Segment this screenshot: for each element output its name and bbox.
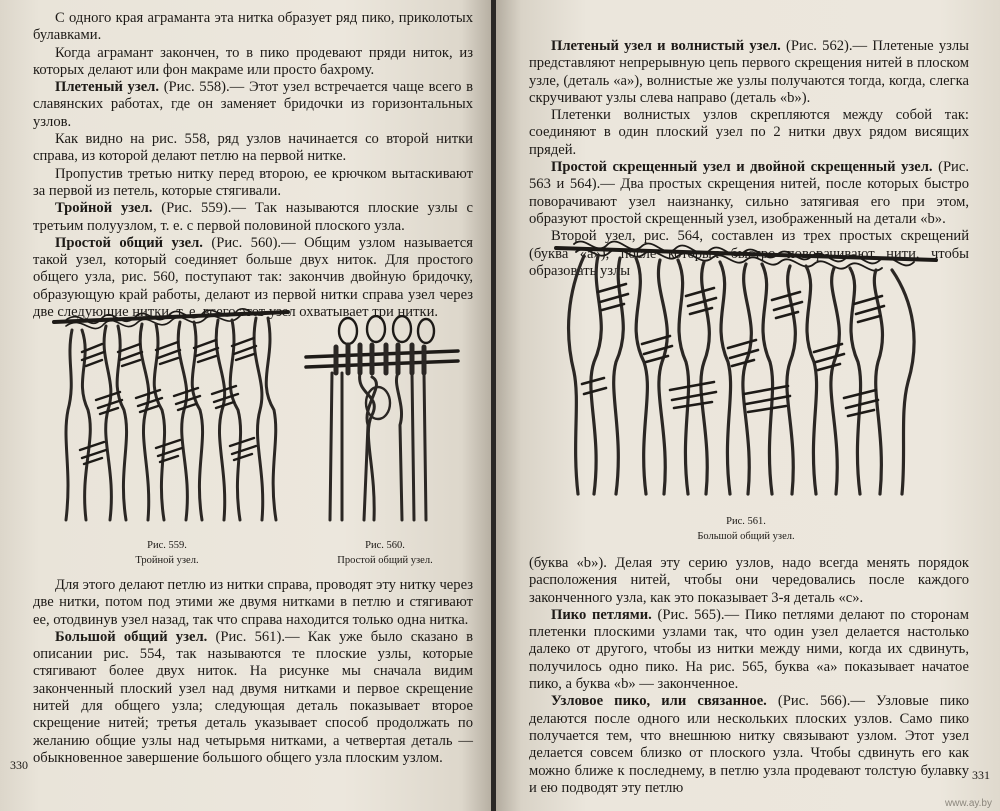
paragraph-heading: Простой скрещенный узел и двойной скрещенный узел.	[551, 159, 933, 176]
paragraph-text: (Рис. 565).— Пико петлями делают по сторонам плетенки плоскими узлами так, что один узел делается настолько далеко от другого, чтобы из нитки между ними, когда их сдвинуть, получилось одно пико. На рис. 565, буква «а» показывает начатое пико, а буква «b» — законченное.	[529, 606, 969, 693]
paragraph-heading: Плетеный узел.	[55, 79, 160, 96]
left-text-top	[33, 10, 473, 321]
paragraph-text: (Рис. 562).— Плетеные узлы представляют непрерывную цепь первого скрещения нитей в плоском узле, (деталь «а»), волнистые же узлы получаются тогда, когда, слегка скручивают узлы слева направо (деталь «b»).	[529, 38, 969, 106]
paragraph	[33, 10, 473, 45]
figure-561	[554, 232, 939, 507]
figure-561-caption	[646, 514, 846, 544]
figure-561-number: Рис. 561.	[726, 516, 766, 527]
paragraph-text: (Рис. 563 и 564).— Два простых скрещения нитей, после которых быстро поворачивают узел наизнанку, сильно затягивая его при этом, образуют простой скрещенный узел, изображенный на детали «b».	[529, 159, 969, 227]
paragraph-text: Пропустив третью нитку перед второю, ее крючком вытаскивают за первой из петель, которые стягивали.	[33, 165, 473, 199]
right-text-bottom	[529, 555, 969, 797]
paragraph-text: Второй узел, рис. 564, составлен из трех простых скрещений (буква «а»), после которых быстро поворачивают нити, чтобы образовать узлы	[529, 228, 969, 279]
paragraph	[33, 200, 473, 235]
paragraph-heading: Плетеный узел и волнистый узел.	[551, 38, 781, 54]
paragraph	[529, 693, 969, 797]
paragraph	[33, 131, 473, 166]
paragraph-text: Для этого делают петлю из нитки справа, проводят эту нитку через две нитки, потом под этими же двумя нитками в петлю и стягивают ее, отодвинув узел назад, так что справа находится только одна нитка.	[33, 577, 473, 628]
figure-561-illustration	[554, 232, 939, 507]
figure-560-title: Простой общий узел.	[337, 555, 433, 566]
paragraph	[529, 555, 969, 607]
paragraph-heading: Пико петлями.	[551, 606, 652, 623]
figure-559-number: Рис. 559.	[147, 540, 187, 551]
right-page	[496, 0, 1000, 811]
paragraph-text: Как видно на рис. 558, ряд узлов начинается со второй нитки справа, из которой делают петлю на первой нитке.	[33, 131, 473, 165]
figure-560-caption	[300, 538, 470, 568]
left-text-bottom	[33, 577, 473, 767]
paragraph	[33, 166, 473, 201]
paragraph-heading: Тройной узел.	[55, 200, 153, 217]
figure-560-illustration	[302, 315, 462, 530]
left-page	[0, 0, 491, 811]
paragraph	[529, 107, 969, 159]
figure-560	[302, 315, 462, 530]
figure-559-title: Тройной узел.	[135, 555, 199, 566]
paragraph-text: (Рис. 560).— Общим узлом называется такой узел, который соединяет больше двух ниток. Для простого общего узла, рис. 560, поступают так: закончив двойную бридочку, образующую край работы, делают из первой нитки справа узел через две следующие нитки, т. е. всего этот узел охватывает три нитки.	[33, 234, 473, 321]
figure-561-title: Большой общий узел.	[697, 531, 795, 542]
paragraph-text: Плетенки волнистых узлов скрепляются между собой так: соединяют в один плоский узел по 2 нитки двух рядом висящих прядей.	[529, 107, 969, 158]
figure-560-number: Рис. 560.	[365, 540, 405, 551]
paragraph-text: (буква «b»). Делая эту серию узлов, надо всегда менять порядок расположения нитей, чтобы они чередовались после каждого законченного узла, как это показывает 3-я деталь «c».	[529, 555, 969, 606]
watermark: www.ay.by	[944, 798, 992, 809]
figure-559	[52, 300, 292, 530]
paragraph	[33, 79, 473, 131]
paragraph	[33, 577, 473, 629]
paragraph	[33, 629, 473, 767]
figure-559-caption	[82, 538, 252, 568]
paragraph-heading: Большой общий узел.	[55, 628, 208, 645]
figure-559-illustration	[52, 300, 292, 530]
paragraph-text: (Рис. 561).— Как уже было сказано в описании рис. 554, так называются те плоские узлы, которые стягивают более двух ниток. На рисунке мы сначала видим законченный плоский узел над двумя нитками и первое скрещение нитей для общего узла; следующая деталь показывает второе скрещение нитей; третья деталь указывает способ продолжать по желанию общие узлы над четырьмя нитками, а четвертая деталь — обыкновенное завершение большого общего узла плоским узлом.	[33, 628, 473, 766]
paragraph-text: (Рис. 559).— Так называются плоские узлы с третьим полуузлом, т. е. с первой половиной плоского узла.	[33, 200, 473, 234]
paragraph	[33, 45, 473, 80]
paragraph-heading: Узловое пико, или связанное.	[551, 693, 767, 710]
paragraph-text: (Рис. 566).— Узловые пико делаются после одного или нескольких плоских узлов. Само пико получается тем, что внешнюю нитку связывают узлом. Этот узел делается совсем близко от плоского узла. Чтобы сдвинуть его как можно ближе к последнему, в петлю узла продевают толстую булавку и ею подводят эту петлю	[529, 693, 969, 796]
paragraph-text: (Рис. 558).— Этот узел встречается чаще всего в славянских работах, где он заменяет бридочки из горизонтальных узлов.	[33, 79, 473, 130]
page-number-left: 330	[10, 758, 28, 772]
paragraph-text: С одного края аграманта эта нитка образует ряд пико, приколотых булавками.	[33, 10, 473, 44]
page-number-right: 331	[972, 768, 990, 782]
paragraph	[529, 159, 969, 228]
paragraph-text: Когда аграмант закончен, то в пико продевают пряди ниток, из которых делают или фон макраме или просто бахрому.	[33, 44, 473, 78]
paragraph	[529, 607, 969, 693]
paragraph	[529, 38, 969, 107]
paragraph-heading: Простой общий узел.	[55, 234, 203, 251]
